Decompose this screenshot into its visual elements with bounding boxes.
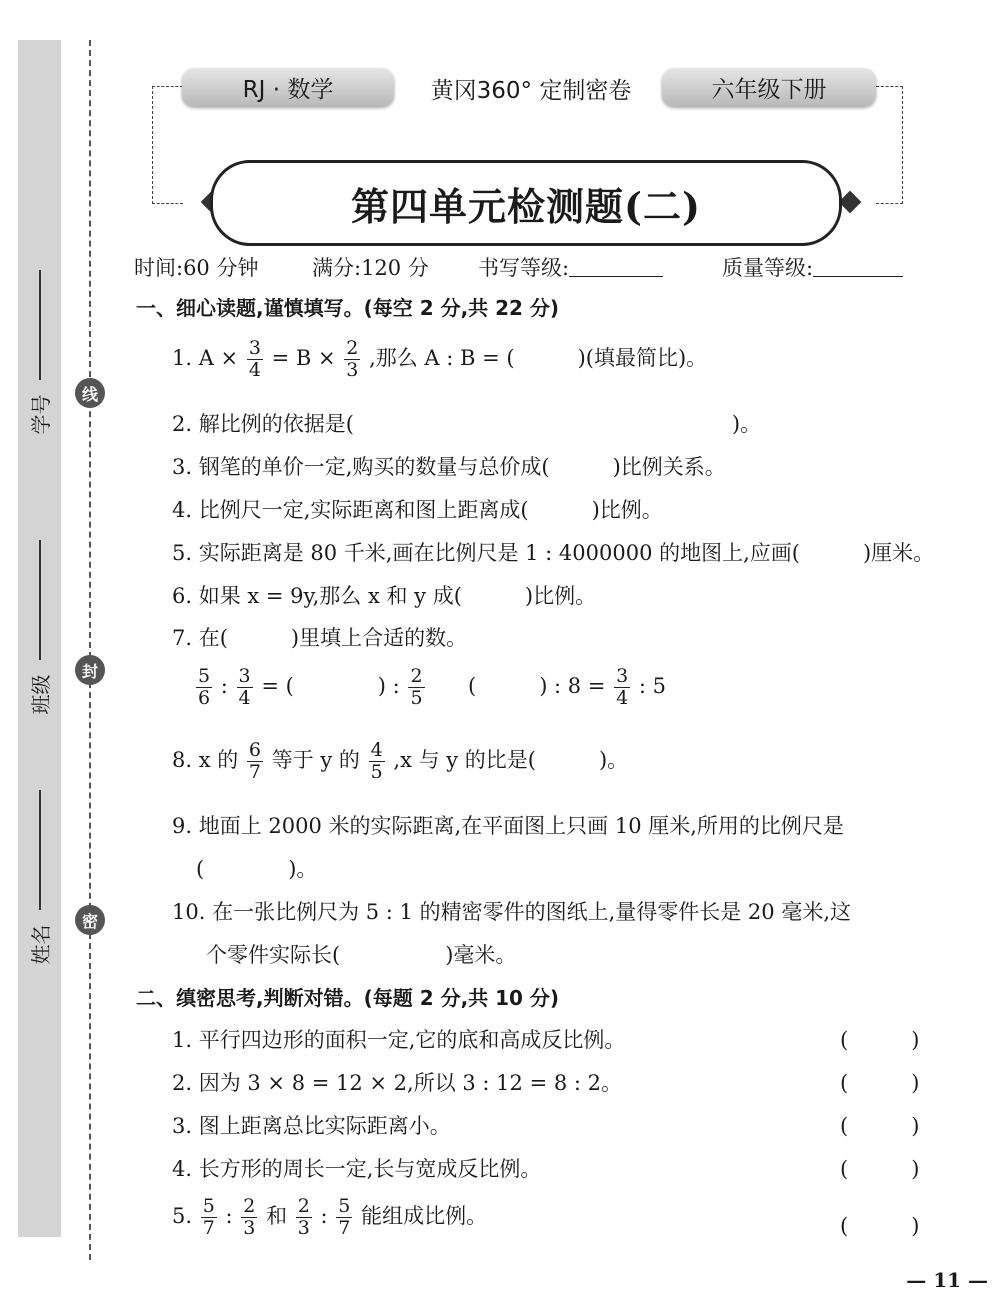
q1-frac1 [247,338,263,381]
j5-colon2: : [320,1203,328,1228]
cut-line [89,40,91,1260]
j5-frac3 [296,1196,312,1239]
frac-den: 7 [248,760,262,783]
student-no-label: 学号 [29,394,53,435]
question-4: 4. 比例尺一定,实际距离和图上距离成( )比例。 [172,498,663,522]
judge-1: 1. 平行四边形的面积一定,它的底和高成反比例。 [172,1028,626,1052]
frac-den: 4 [616,686,629,709]
j5-post: 能组成比例。 [361,1203,488,1228]
frac-num: 3 [238,665,251,687]
q1-post: ,那么 A : B = ( )(填最简比)。 [369,345,708,370]
question-10-line2: 个零件实际长( )毫米。 [206,943,517,967]
frac-num: 2 [297,1195,310,1217]
question-7a [194,666,427,709]
question-7: 7. 在( )里填上合适的数。 [172,626,468,650]
frac-num: 2 [346,337,359,359]
writing-grade-label: 书写等级: [478,256,570,280]
writing-grade [478,252,663,282]
question-9-line1: 9. 地面上 2000 米的实际距离,在平面图上只画 10 厘米,所用的比例尺是 [172,814,844,838]
name-label: 姓名 [29,924,53,965]
frac-num: 2 [243,1195,256,1217]
frac-num: 4 [370,739,383,761]
q1-pre: 1. A × [172,345,239,370]
j5-mid: 和 [266,1203,288,1228]
j5-colon1: : [225,1203,233,1228]
grade-pill: 六年级下册 [662,68,876,106]
frac-num: 3 [616,665,629,687]
question-2: 2. 解比例的依据是( )。 [172,412,762,436]
frac-num: 5 [202,1195,215,1217]
page-title: 第四单元检测题(二) [210,160,842,246]
frac-num: 6 [248,739,262,761]
writing-grade-blank[interactable] [569,256,663,277]
title-diamond-right [839,191,862,214]
judge-4: 4. 长方形的周长一定,长与宽成反比例。 [172,1157,542,1181]
q7a-mid: = ( ) : [261,673,400,698]
judge-3-answer[interactable]: ( ) [840,1114,920,1138]
j5-frac1 [201,1196,217,1239]
frac-num: 5 [198,665,211,687]
section2-heading: 二、缜密思考,判断对错。(每题 2 分,共 10 分) [136,986,560,1010]
judge-4-answer[interactable]: ( ) [840,1157,920,1181]
q7b-pre: ( ) : 8 = [468,673,606,698]
q7a-frac3 [408,666,424,709]
q8-frac1 [247,740,263,783]
q1-frac2 [344,338,360,381]
q1-mid: = B × [271,345,336,370]
header-frame-left [152,86,183,204]
question-10-line1: 10. 在一张比例尺为 5 : 1 的精密零件的图纸上,量得零件长是 20 毫米,这 [172,900,851,924]
header-frame-right [876,86,903,204]
judge-2-answer[interactable]: ( ) [840,1071,920,1095]
frac-num: 2 [410,665,423,687]
frac-den: 3 [243,1216,256,1239]
frac-den: 3 [346,358,359,381]
name-line [39,790,41,910]
judge-3: 3. 图上距离总比实际距离小。 [172,1114,451,1138]
cut-mark-seal: 封 [75,655,105,685]
q7b-post: : 5 [638,673,667,698]
judge-1-answer[interactable]: ( ) [840,1028,920,1052]
frac-den: 5 [370,760,383,783]
frac-num: 5 [338,1195,351,1217]
section1-heading: 一、细心读题,谨慎填写。(每空 2 分,共 22 分) [136,296,560,320]
question-1 [172,338,707,381]
q7a-colon: : [220,673,228,698]
frac-den: 6 [198,686,211,709]
class-line [39,540,41,660]
judge-5-answer[interactable]: ( ) [840,1214,920,1238]
frac-den: 7 [338,1216,351,1239]
page-number: — 11 — [906,1268,988,1292]
question-6: 6. 如果 x = 9y,那么 x 和 y 成( )比例。 [172,584,597,608]
q7b-frac1 [614,666,630,709]
j5-pre: 5. [172,1203,193,1228]
quality-grade-label: 质量等级: [722,256,814,280]
frac-den: 5 [410,686,423,709]
frac-den: 4 [238,686,251,709]
student-no-line [39,270,41,380]
time-info: 时间:60 分钟 [134,256,259,280]
q8-post: ,x 与 y 的比是( )。 [393,747,629,772]
question-5: 5. 实际距离是 80 千米,画在比例尺是 1 : 4000000 的地图上,应画( )厘米。 [172,541,935,565]
frac-num: 3 [248,337,261,359]
q7a-frac1 [196,666,212,709]
quality-grade-blank[interactable] [813,256,903,277]
q8-frac2 [369,740,385,783]
j5-frac4 [336,1196,352,1239]
j5-frac2 [241,1196,257,1239]
question-8 [172,740,628,783]
frac-den: 4 [248,358,261,381]
class-label: 班级 [29,674,53,715]
subject-pill: RJ · 数学 [182,68,394,106]
series-title: 黄冈360° 定制密卷 [430,78,632,104]
q8-mid: 等于 y 的 [271,747,360,772]
question-3: 3. 钢笔的单价一定,购买的数量与总价成( )比例关系。 [172,455,726,479]
frac-den: 3 [297,1216,310,1239]
question-7b [468,666,666,709]
quality-grade [722,252,903,282]
q7a-frac2 [237,666,253,709]
question-9-line2: ( )。 [196,857,318,881]
score-info: 满分:120 分 [312,256,429,280]
frac-den: 7 [202,1216,215,1239]
judge-2: 2. 因为 3 × 8 = 12 × 2,所以 3 : 12 = 8 : 2。 [172,1071,622,1095]
cut-mark-secret: 密 [75,905,105,935]
judge-5 [172,1196,487,1239]
cut-mark-line: 线 [75,378,105,408]
q8-pre: 8. x 的 [172,747,239,772]
